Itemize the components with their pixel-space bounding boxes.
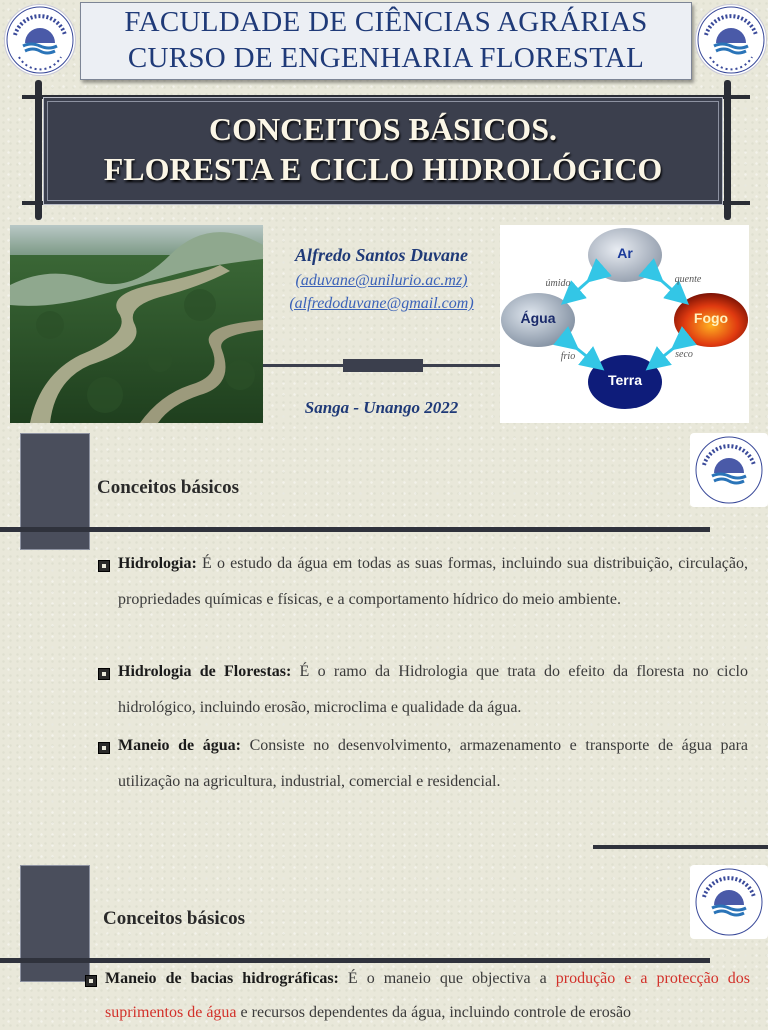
diagram-quality-quente: quente xyxy=(674,274,702,285)
highlighted-phrase: produção e a protecção dos suprimentos de água xyxy=(105,970,750,1021)
term-hidrologia-florestas: Hidrologia de Florestas: xyxy=(118,663,292,680)
definition-hidrologia-florestas: É o ramo da Hidrologia que trata do efeito da floresta no ciclo hidrológico, incluindo erosão, microclima e qualidade da água. xyxy=(118,663,749,716)
slide2-item-maneio-bacias xyxy=(105,962,750,1030)
bullet-icon xyxy=(98,742,110,754)
slide1-item-hidrologia-florestas xyxy=(118,654,748,726)
diagram-label-fogo: Fogo xyxy=(693,310,729,326)
author-email-personal[interactable]: (alfredoduvane@gmail.com) xyxy=(289,295,474,312)
definition-part-a: É o maneio que objectiva a xyxy=(338,970,556,987)
title-line-2: FLORESTA E CICLO HIDROLÓGICO xyxy=(103,151,663,187)
term-maneio-bacias: Maneio de bacias hidrográficas: xyxy=(105,970,339,987)
diagram-quality-seco: seco xyxy=(675,349,693,360)
four-elements-diagram xyxy=(500,225,749,423)
slide1-accent-block xyxy=(20,433,90,550)
term-hidrologia: Hidrologia: xyxy=(118,555,197,572)
title-banner xyxy=(43,97,723,205)
university-logo-right xyxy=(695,4,767,76)
author-email-institutional[interactable]: (aduvane@unilurio.ac.mz) xyxy=(295,272,468,289)
diagram-quality-frio: frio xyxy=(560,351,576,362)
bullet-icon xyxy=(98,668,110,680)
term-maneio-agua: Maneio de água: xyxy=(118,737,241,754)
title-line-1: CONCEITOS BÁSICOS. xyxy=(209,111,557,147)
diagram-label-terra: Terra xyxy=(608,372,642,388)
bullet-icon xyxy=(85,975,97,987)
bullet-icon xyxy=(98,560,110,572)
slide1-rule xyxy=(0,527,710,532)
slide2-title: Conceitos básicos xyxy=(103,908,245,929)
slide2-accent-block xyxy=(20,865,90,982)
definition-part-b: e recursos dependentes da água, incluindo controle de erosão xyxy=(236,1004,632,1021)
author-name: Alfredo Santos Duvane xyxy=(294,245,469,265)
university-logo-left xyxy=(4,4,76,76)
place-and-year: Sanga - Unango 2022 xyxy=(304,398,459,417)
faculty-name: FACULDADE DE CIÊNCIAS AGRÁRIAS xyxy=(124,6,648,38)
slide2-university-logo xyxy=(690,865,768,939)
slide-separator xyxy=(593,845,768,849)
diagram-label-agua: Água xyxy=(520,310,556,326)
divider-block xyxy=(343,359,423,372)
diagram-quality-umido: úmido xyxy=(545,278,571,289)
course-name: CURSO DE ENGENHARIA FLORESTAL xyxy=(127,42,645,74)
diagram-label-ar: Ar xyxy=(617,245,633,261)
slide1-university-logo xyxy=(690,433,768,507)
faculty-header xyxy=(80,2,692,80)
definition-hidrologia: É o estudo da água em todas as suas formas, incluindo sua distribuição, circulação, propriedades químicas e físicas, e a comportamento hídrico do meio ambiente. xyxy=(118,555,748,608)
definition-maneio-agua: Consiste no desenvolvimento, armazenamento e transporte de água para utilização na agricultura, industrial, comercial e residencial. xyxy=(118,737,748,790)
forest-river-photo xyxy=(10,225,263,423)
slide1-item-maneio-agua xyxy=(118,728,748,800)
slide1-title: Conceitos básicos xyxy=(97,477,239,498)
slide1-item-hidrologia xyxy=(118,546,748,618)
